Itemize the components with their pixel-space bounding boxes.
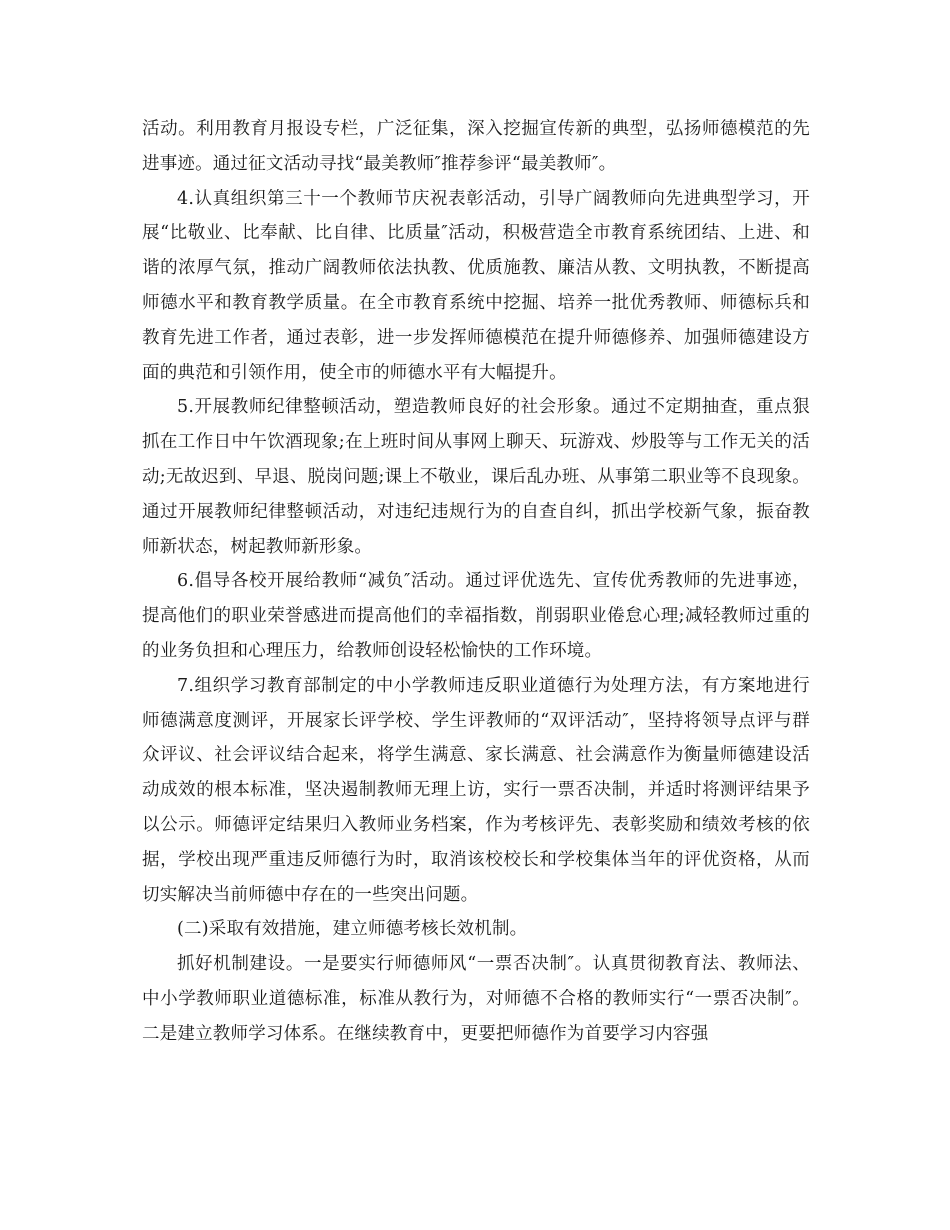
paragraph-item-6: 6.倡导各校开展给教师“减负″活动。通过评优选先、宣传优秀教师的先进事迹，提高他们的职业荣誉感进而提高他们的幸福指数，削弱职业倦怠心理;减轻教师过重的的业务负担和心理压力，给教师创设轻松愉快的工作环境。: [142, 571, 810, 661]
document-body: [142, 112, 810, 1052]
paragraph-item-4: 4.认真组织第三十一个教师节庆祝表彰活动，引导广阔教师向先进典型学习，开展“比敬业、比奉献、比自律、比质量″活动，积极营造全市教育系统团结、上进、和谐的浓厚气氛，推动广阔教师依法执教、优质施教、廉洁从教、文明执教，不断提高师德水平和教育教学质量。在全市教育系统中挖掘、培养一批优秀教师、师德标兵和教育先进工作者，通过表彰，进一步发挥师德模范在提升师德修养、加强师德建设方面的典范和引领作用，使全市的师德水平有大幅提升。: [142, 188, 810, 383]
paragraph-continuation: 活动。利用教育月报设专栏，广泛征集，深入挖掘宣传新的典型，弘扬师德模范的先进事迹。通过征文活动寻找“最美教师″推荐参评“最美教师″。: [142, 119, 810, 174]
paragraph-mechanism: 抓好机制建设。一是要实行师德师风“一票否决制″。认真贯彻教育法、教师法、中小学教师职业道德标准，标准从教行为，对师德不合格的教师实行“一票否决制″。二是建立教师学习体系。在继续教育中，更要把师德作为首要学习内容强: [142, 954, 810, 1044]
paragraph-item-7: 7.组织学习教育部制定的中小学教师违反职业道德行为处理方法，有方案地进行师德满意度测评，开展家长评学校、学生评教师的“双评活动″，坚持将领导点评与群众评议、社会评议结合起来，将学生满意、家长满意、社会满意作为衡量师德建设活动成效的根本标准，坚决遏制教师无理上访，实行一票否决制，并适时将测评结果予以公示。师德评定结果归入教师业务档案，作为考核评先、表彰奖励和绩效考核的依据，学校出现严重违反师德行为时，取消该校校长和学校集体当年的评优资格，从而切实解决当前师德中存在的一些突出问题。: [142, 675, 810, 905]
section-heading: (二)采取有效措施，建立师德考核长效机制。: [177, 919, 528, 940]
paragraph-item-5: 5.开展教师纪律整顿活动，塑造教师良好的社会形象。通过不定期抽查，重点狠抓在工作日中午饮酒现象;在上班时间从事网上聊天、玩游戏、炒股等与工作无关的活动;无故迟到、早退、脱岗问题;课上不敬业，课后乱办班、从事第二职业等不良现象。通过开展教师纪律整顿活动，对违纪违规行为的自查自纠，抓出学校新气象，振奋教师新状态，树起教师新形象。: [142, 397, 810, 557]
